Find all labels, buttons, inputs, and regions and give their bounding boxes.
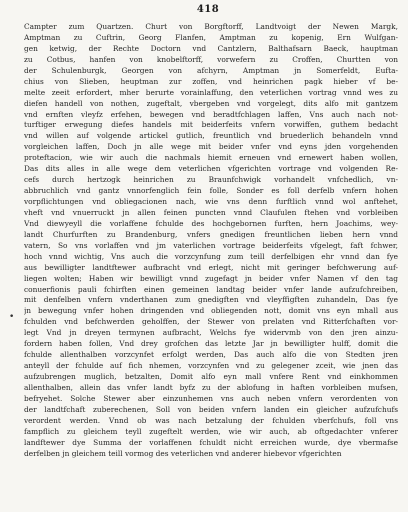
text-line: landt Churfurften zu Brandenburg, vnfers gnedigen freuntlichen lieben hern vnnd: [24, 229, 398, 239]
text-line: vorpflichtungen vnd obliegacionen nach, wie vns denn furftlich vnnd wol anftehet,: [24, 197, 398, 206]
text-line: aus bewilligter landtftewer aufbracht vnd erlegt, nicht mit geringer befchwerung auf-: [24, 262, 398, 272]
text-line: mit denfelben vnfern vnderthanen zum gnedigften vnd vleyffigften zuhandeln, Das fye: [24, 295, 398, 305]
text-line: proteftacion, wie wir auch die nachmals hiemit erneuen vnd ernewert haben wollen,: [24, 153, 398, 163]
text-line: zu Cotbus, hanfen von knobelftorff, vorwefern zu Croffen, Churtten von: [24, 54, 398, 64]
text-line: turftiger erwegung diefes handels mit beiderfeits vnfern vorwiffen, guthem bedacht: [24, 120, 398, 130]
text-line: fchulden vnd befchwerden geholffen, der Stewer von prelaten vnd Ritterfchaften vor-: [24, 317, 398, 327]
text-line: anteyll der fchulde auf fich nhemen, vorzcynfen vnd zu gelegener zceit, wie jnen das: [24, 361, 398, 371]
text-line: der landtfchaft zuberechenen, Soll von beiden vnfern landen ein gleicher aufzufchufs: [24, 404, 398, 414]
text-line: chius von Slieben, heuptman zur zoffen, vnd heinrichen pagk hieber vf be-: [24, 76, 398, 86]
text-line: gen ketwig, der Rechte Doctorn vnd Cantzlern, Balthafsarn Baeck, hauptman: [24, 43, 398, 53]
text-line: conuerfionis pauli fchirften einen gemeinen landtag beider vnfer lande aufzufchreiben,: [24, 284, 398, 294]
text-line: allenthalben, allein das vnfer landt byfz zu der ablofung in haften vorbleiben mufsen,: [24, 382, 398, 392]
text-line: landftewer dye Summa der vorlaffenen fchuldt nicht erreichen wurde, dye vbermafse: [24, 437, 398, 447]
text-line: der Schulenburgk, Georgen von afchyrn, Amptman jn Somerfeldt, Eufta-: [24, 65, 398, 75]
text-line: vorgleichen laffen, Doch jn alle wege mit beider vnfer vnd eyns jden vorgehenden: [24, 142, 398, 152]
text-line: melte zeeit erfordert, mher berurte vorainlaffung, den veterlichen vortrag vnnd wes zu: [24, 87, 398, 97]
margin-mark: •: [9, 312, 15, 322]
text-line: Vnd diewyeyll die vorlaffene fchulde des hochgebornen furften, hern Joachims, wey-: [24, 218, 398, 228]
text-line: verordent werden. Vnnd ob was nach betzalung der fchulden vberfchufs, foll vns: [24, 415, 398, 425]
text-line: diefen handell von nothen, zugeftalt, vbergeben vnd vorgelegt, dits alfo mit gantzem: [24, 98, 398, 108]
text-line: fampflich zu gleichem teyll zugeftelt werden, wie wir auch, ab oftgedachter vnferer: [24, 426, 398, 436]
text-line: cefs durch hertzogk heinrichen zu Braunfchwigk vorhandelt vnfchedlich, vn-: [24, 175, 398, 185]
text-line: befryehet. Solche Stewer aber einzunhemen vns auch neben vnfern verordenten von: [24, 393, 398, 403]
text-line: abbruchlich vnd gantz vnnorfenglich fein folle, Sonder es foll derfelb vnfern hohen: [24, 186, 398, 196]
text-line: derfelben jn gleichem teill vormog des veterlichen vnd anderer hiebevor vfgerichten: [24, 448, 342, 458]
text-line: Amptman zu Cuftrin, Georg Flanfen, Amptman zu kopenig, Ern Wulfgan-: [24, 32, 398, 42]
text-line: vnd ernften vleyfz erfehen, bewegen vnd beradtfchlagen laffen, Vns auch nach not-: [24, 109, 398, 119]
text-line: vheft vnd vnuerruckt jn allen feinen puncten vnnd Claufulen ftehen vnd vorbleiben: [24, 207, 398, 217]
text-line: fchulde allenthalben vorzcynfet erfolgt werden, Das auch alfo die von Stedten jren: [24, 350, 398, 360]
text-line: legt Vnd jn dreyen termynen aufbracht, Welchs fye widervmb von den jren ainzu-: [24, 328, 398, 338]
text-line: Campter zum Quartzen. Churt von Borgftorff, Landtvoigt der Newen Margk,: [24, 22, 398, 31]
text-line: hoch vnnd wichtig, Vns auch die vorzcynfung zum teill derfelbigen ehr vnnd dan fye: [24, 251, 398, 261]
text-line: fordern haben follen, Vnd drey grofchen das letzte Jar jn bewilligter hulff, domit die: [24, 339, 398, 349]
page-number: 418: [196, 4, 220, 15]
body-text: [24, 22, 398, 460]
text-line: Das dits alles in alle wege dem veterlichen vfgerichten vortrage vnd volgenden Re-: [24, 164, 398, 174]
text-line: aufzubrengen muglich, betzalten, Domit alfo eyn mall vnfere Rent vnd einkhommen: [24, 372, 398, 381]
text-line: liegen wolten; Haben wir bewilligt vnnd zugefagt jn beider vnfer Namen vf den tag: [24, 273, 398, 283]
text-line: vatern, So vns vorlaffen vnd jm vaterlichen vortrage beiderfeits vfgelegt, faft fchwer,: [24, 240, 398, 250]
text-line: jn bewegung vnfer hohen dringenden vnd obliegenden nott, domit vns eyn mhall aus: [24, 306, 398, 316]
text-line: vnd willen auf volgende artickel gutlich, freuntlich vnd bruederlich behandeln vnnd: [24, 131, 398, 141]
